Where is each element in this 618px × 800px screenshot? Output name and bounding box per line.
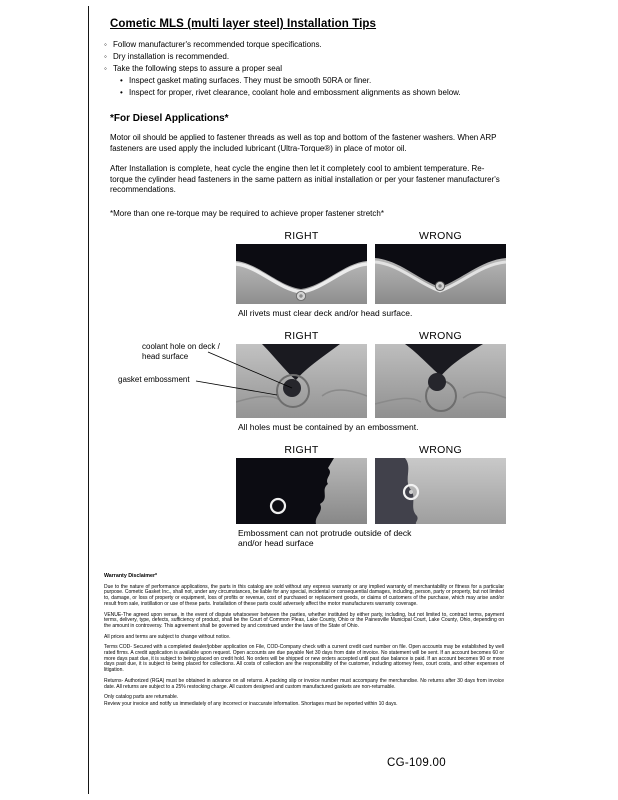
legal-paragraph: All prices and terms are subject to change without notice. xyxy=(104,633,231,640)
figure-label-wrong: WRONG xyxy=(419,330,462,342)
tip-text: Dry installation is recommended. xyxy=(113,52,230,61)
figure-row-labels xyxy=(236,230,506,243)
bullet-icon: ◦ xyxy=(104,52,107,61)
rivet-clearance-wrong-image xyxy=(375,244,506,304)
tip-text: Take the following steps to assure a proper seal xyxy=(113,64,282,73)
tips-list xyxy=(104,39,508,99)
bullet-icon: ◦ xyxy=(104,40,107,49)
bullet-icon: • xyxy=(120,76,123,85)
annotation-coolant-hole: coolant hole on deck / head surface xyxy=(142,342,220,361)
tip-text: Follow manufacturer's recommended torque specifications. xyxy=(113,40,322,49)
bullet-icon: ◦ xyxy=(104,64,107,73)
figure-caption: All holes must be contained by an embossment. xyxy=(238,422,419,432)
coolant-hole-wrong-image xyxy=(375,344,506,418)
catalog-page-code: CG-109.00 xyxy=(387,757,446,769)
diesel-paragraph: After Installation is complete, heat cycle the engine then let it completely cool to ambient temperature. Re-torque the cylinder head fasteners in the same pattern as initial installation or per your fastener manufacturer's recommendations. xyxy=(110,164,500,194)
legal-paragraph: Review your invoice and notify us immediately of any incorrect or inaccurate information. Shortages must be reported within 10 days. xyxy=(104,700,398,707)
tip-text: Inspect gasket mating surfaces. They must be smooth 50RA or finer. xyxy=(129,76,372,85)
figure-label-wrong: WRONG xyxy=(419,230,462,242)
figure-caption: Embossment can not protrude outside of deck and/or head surface xyxy=(238,528,412,548)
figure-label-right: RIGHT xyxy=(284,230,319,242)
page-title: Cometic MLS (multi layer steel) Installation Tips xyxy=(110,18,377,30)
warranty-disclaimer-heading: Warranty Disclaimer* xyxy=(104,573,158,579)
list-item xyxy=(104,63,508,75)
figure-row-coolant-holes xyxy=(236,344,506,418)
diesel-paragraph: Motor oil should be applied to fastener threads as well as top and bottom of the fastener washers. When ARP fasteners are used apply the included lubricant (Ultra-Torque®) in place of motor oil. xyxy=(110,133,497,153)
coolant-hole-right-image xyxy=(236,344,367,418)
list-item xyxy=(120,87,508,99)
list-item xyxy=(104,39,508,51)
diesel-applications-heading: *For Diesel Applications* xyxy=(110,113,229,124)
legal-section xyxy=(104,574,504,713)
legal-paragraph: VENUE-The agreed upon venue, in the event of dispute whatsoever between the parties, whether instituted by either party, including, but not limited to, contract terms, payment terms, delivery, type, defects, sufficiency of product, shall be the Court of Common Pleas, Lake County, Ohio or the Painesville Municipal Court, Lake County, Ohio, depending on the amount in controversy. This agreement shall be governed by and construed under the laws of the State of Ohio. xyxy=(104,611,504,629)
legal-paragraph: Terms COD- Secured with a completed dealer/jobber application on File, COD-Company check with a current credit card number on file. Open accounts may be established by well rated firms. A credit application is available upon request. Open accounts are due payable Net 30 days from date of invoice. No statement will be sent. If an account becomes 60 or more days past due, it is subject to being placed on credit hold. No orders will be shipped or new orders accepted until past due balance is paid. If an account becomes 90 or more days past due, it is subject to being placed for collections. All costs of collection are the responsibility of the customer, including attorney fees, court costs, and other expenses of litigation. xyxy=(104,644,504,674)
figure-label-wrong: WRONG xyxy=(419,444,462,456)
figure-row-embossment xyxy=(236,458,506,524)
figure-label-right: RIGHT xyxy=(284,444,319,456)
embossment-wrong-image xyxy=(375,458,506,524)
figure-row-rivets xyxy=(236,244,506,304)
retorque-note: *More than one re-torque may be required to achieve proper fastener stretch* xyxy=(110,208,384,218)
rivet-clearance-right-image xyxy=(236,244,367,304)
legal-paragraph: Only catalog parts are returnable. xyxy=(104,694,179,701)
figure-row-labels xyxy=(236,444,506,457)
figure-caption: All rivets must clear deck and/or head surface. xyxy=(238,308,413,318)
legal-paragraph: Due to the nature of performance applications, the parts in this catalog are sold without any express warranty or any implied warranty of merchantability or fitness for a particular purpose. Cometic Gasket Inc., shall not, under any circumstances, be liable for any special, incidental or consequential damages, including, person, party or property, but not limited to, damage, or loss of property or equipment, loss of profits or revenue, cost of purchased or replacement goods, or claims of customers of the purchase, which may arise and/or result from sale, instillation or use of these parts. Installation of these parts could adversely affect the motor manufacturers warranty coverage. xyxy=(104,583,504,607)
figure-label-right: RIGHT xyxy=(284,330,319,342)
annotation-gasket-embossment: gasket embossment xyxy=(118,375,190,384)
list-item xyxy=(120,75,508,87)
page-edge-line xyxy=(88,6,89,794)
embossment-right-image xyxy=(236,458,367,524)
figures-section xyxy=(236,230,506,560)
bullet-icon: • xyxy=(120,88,123,97)
installation-tips-section xyxy=(104,18,508,218)
tip-text: Inspect for proper, rivet clearance, coolant hole and embossment alignments as shown below. xyxy=(129,88,461,97)
list-item xyxy=(104,51,508,63)
figure-row-labels xyxy=(236,330,506,343)
legal-paragraph: Returns- Authorized (RGA) must be obtained in advance on all returns. A packing slip or invoice number must accompany the merchandise. No returns after 30 days from invoice date. All returns are subject to a 25% restocking charge. All custom designed and custom manufactured gaskets are non-returnable. xyxy=(104,677,504,690)
